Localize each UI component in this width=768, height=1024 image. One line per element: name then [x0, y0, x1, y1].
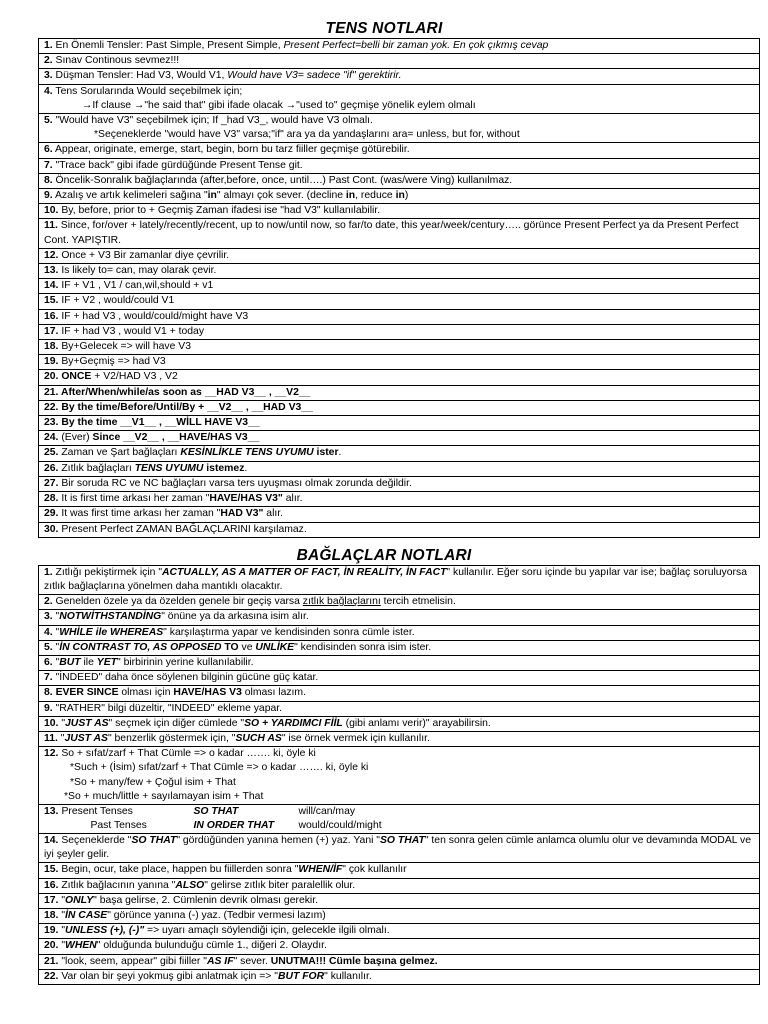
note-text: WHİLE ile WHEREAS	[59, 626, 164, 638]
note-number: 23.	[44, 417, 59, 429]
note-cell	[39, 686, 760, 701]
note-number: 17.	[44, 325, 59, 337]
note-cell	[39, 863, 760, 878]
note-text: IF + V1 , V1 / can,wil,should + v1	[58, 280, 214, 292]
note-cell	[39, 671, 760, 686]
note-text: tercih etmelisin.	[380, 596, 456, 608]
note-text: .	[244, 462, 248, 474]
note-number: 15.	[44, 864, 59, 876]
note-cell	[39, 893, 760, 908]
note-text: WHEN/İF	[298, 864, 343, 876]
note-row	[39, 492, 760, 507]
note-text: "İNDEED" daha önce söylenen bilginin gücüne güç katar.	[52, 672, 319, 684]
note-number: 29.	[44, 508, 59, 520]
note-number: 12.	[44, 748, 59, 760]
note-cell	[39, 279, 760, 294]
note-text: By+Gelecek => will have V3	[58, 341, 192, 353]
note-text: " gelirse zıtlık biter paralellik olur.	[204, 879, 356, 891]
note-number: 19.	[44, 356, 59, 368]
note-cell	[39, 340, 760, 355]
note-number: 24.	[44, 432, 59, 444]
note-cell	[39, 492, 760, 507]
note-text: " olduğunda bulunduğu cümle 1., diğeri 2. Olaydır.	[96, 940, 327, 952]
note-text: TENS UYUMU	[134, 462, 204, 474]
note-text: "Would have V3" seçebilmek için; If _had V3_, would have V3 olmalı.	[52, 115, 373, 127]
conjunction-notes-title: BAĞLAÇLAR NOTLARI	[296, 546, 472, 564]
note-cell	[39, 716, 760, 731]
note-row	[39, 924, 760, 939]
note-cell	[39, 610, 760, 625]
note-number: 2.	[44, 55, 53, 67]
note-text: HAVE/HAS V3"	[209, 493, 283, 505]
note-row	[39, 939, 760, 954]
note-text: Seçeneklerde "	[58, 834, 132, 846]
note-13-c3b: would/could/might	[298, 819, 382, 831]
note-text: By+Geçmiş => had V3	[58, 356, 166, 368]
note-text: " birbirinin yerine kullanılabilir.	[117, 656, 254, 668]
note-cell	[39, 416, 760, 431]
note-cell	[39, 804, 760, 833]
note-text: Present Perfect ZAMAN BAĞLAÇLARINI karşılamaz.	[58, 523, 307, 535]
note-cell	[39, 370, 760, 385]
note-text: HAVE/HAS V3	[173, 687, 242, 699]
note-text: " kendisinden sonra isim ister.	[294, 641, 432, 653]
note-text: olması için	[118, 687, 174, 699]
note-text: ACTUALLY, AS A MATTER OF FACT, İN REALİTY, İN FACT	[162, 566, 447, 578]
note-number: 3.	[44, 70, 53, 82]
note-cell	[39, 640, 760, 655]
note-text: "	[52, 626, 60, 638]
note-cell	[39, 939, 760, 954]
note-text: .	[338, 447, 342, 459]
note-text: IF + had V3 , would V1 + today	[58, 325, 205, 337]
note-cell	[39, 908, 760, 923]
note-number: 22.	[44, 401, 59, 413]
note-number: 10.	[44, 717, 59, 729]
note-row	[39, 39, 760, 54]
note-text: " ise örnek vermek için kullanılır.	[281, 732, 430, 744]
note-text: HAD V3"	[220, 508, 264, 520]
note-text: ve	[238, 641, 256, 653]
note-row	[39, 114, 760, 143]
note-row	[39, 625, 760, 640]
note-cell	[39, 969, 760, 984]
note-number: 14.	[44, 280, 59, 292]
note-cell	[39, 924, 760, 939]
note-text: After/When/while/as soon as __HAD V3__ , __V2__	[58, 386, 311, 398]
note-row	[39, 747, 760, 805]
note-text: " görünce yanına (-) yaz. (Tedbir vermesi lazım)	[107, 909, 326, 921]
note-text: alır.	[263, 508, 284, 520]
note-text: , reduce	[355, 190, 396, 202]
note-cell	[39, 84, 760, 113]
note-text: "	[52, 656, 60, 668]
note-text: Var olan bir şeyi yokmuş gibi anlatmak için => "	[58, 970, 278, 982]
note-cell	[39, 264, 760, 279]
note-text: WHEN	[65, 940, 97, 952]
note-text: IF + had V3 , would/could/might have V3	[58, 310, 249, 322]
note-number: 5.	[44, 641, 53, 653]
note-row	[39, 671, 760, 686]
note-row	[39, 370, 760, 385]
note-subline: *So + many/few + Çoğul isim + That	[70, 776, 236, 788]
note-row	[39, 324, 760, 339]
note-text: Zıtlık bağlacının yanına "	[58, 879, 176, 891]
note-cell	[39, 219, 760, 248]
note-text: " ten sonra gelen cümle anlamca olumlu olur ve devamında MODAL ve iyi şeyler gelir.	[44, 834, 751, 861]
note-row	[39, 84, 760, 113]
note-number: 6.	[44, 656, 53, 668]
note-cell	[39, 54, 760, 69]
note-row	[39, 640, 760, 655]
note-number: 4.	[44, 85, 53, 97]
note-row	[39, 219, 760, 248]
note-13-c2a: SO THAT	[193, 805, 239, 817]
note-row	[39, 54, 760, 69]
note-text: Is likely to= can, may olarak çevir.	[58, 265, 217, 277]
note-text: JUST AS	[64, 732, 108, 744]
note-text: Since, for/over + lately/recently/recent, up to now/until now, so far/to date, this year/week/century….. görünce Present Perfect ya da Present Perfect Cont. YAPIŞTIR.	[44, 220, 739, 246]
note-text: ALSO	[175, 879, 205, 891]
note-number: 13.	[44, 805, 59, 817]
note-number: 3.	[44, 611, 53, 623]
note-text: => uyarı amaçlı söylendiği için, gelecekle ilgili olmalı.	[144, 925, 390, 937]
note-text: UNLESS (+), (-)"	[65, 925, 145, 937]
note-text: ONLY	[65, 894, 94, 906]
note-cell	[39, 655, 760, 670]
note-text: "look, seem, appear" gibi fiiller "	[58, 955, 207, 967]
note-cell	[39, 878, 760, 893]
note-row	[39, 355, 760, 370]
note-text: İN CASE	[65, 909, 108, 921]
note-cell	[39, 431, 760, 446]
note-text: So + sıfat/zarf + That Cümle => o kadar ……. ki, öyle ki	[58, 748, 316, 760]
note-text: istemez	[203, 462, 245, 474]
note-text: ile	[80, 656, 97, 668]
note-number: 2.	[44, 596, 53, 608]
conjunction-notes-table	[38, 565, 760, 985]
note-row	[39, 431, 760, 446]
note-number: 5.	[44, 115, 53, 127]
note-number: 15.	[44, 295, 59, 307]
note-text: in	[395, 190, 405, 202]
note-cell	[39, 476, 760, 491]
note-number: 17.	[44, 894, 59, 906]
note-row	[39, 731, 760, 746]
note-number: 18.	[44, 341, 59, 353]
note-text: AS IF	[206, 955, 234, 967]
note-text: " benzerlik göstermek için, "	[107, 732, 236, 744]
note-cell	[39, 143, 760, 158]
note-text: "	[58, 894, 66, 906]
tens-notes-table	[38, 38, 760, 538]
note-text: zıtlık bağlaçlarını	[302, 596, 381, 608]
note-number: 10.	[44, 205, 59, 217]
note-text: It was first time arkası her zaman "	[58, 508, 221, 520]
note-number: 7.	[44, 672, 53, 684]
note-text: Appear, originate, emerge, start, begin, born bu tarz fiiller geçmişe götürebilir.	[52, 144, 410, 156]
note-text: It is first time arkası her zaman "	[58, 493, 210, 505]
note-text: )	[404, 190, 409, 202]
note-text: (gibi anlamı verir)" arayabilirsin.	[342, 717, 491, 729]
note-cell	[39, 385, 760, 400]
note-text: " sever.	[233, 955, 271, 967]
note-number: 9.	[44, 190, 53, 202]
note-row	[39, 158, 760, 173]
note-text: Once + V3 Bir zamanlar diye çevrilir.	[58, 249, 230, 261]
note-number: 20.	[44, 371, 59, 383]
note-row	[39, 595, 760, 610]
note-number: 30.	[44, 523, 59, 535]
note-row	[39, 476, 760, 491]
note-row	[39, 908, 760, 923]
note-cell	[39, 954, 760, 969]
note-text: KESİNLİKLE TENS UYUMU	[180, 447, 314, 459]
note-text: By, before, prior to + Geçmiş Zaman ifadesi ise "had V3" kullanılabilir.	[58, 205, 381, 217]
note-row	[39, 294, 760, 309]
note-text: En Önemli Tensler: Past Simple, Present Simple,	[52, 40, 284, 51]
note-text: By the time/Before/Until/By + __V2__ , __HAD V3__	[58, 401, 313, 413]
note-number: 25.	[44, 447, 59, 459]
note-number: 8.	[44, 687, 53, 699]
note-text: "	[57, 732, 65, 744]
note-row	[39, 309, 760, 324]
note-number: 12.	[44, 249, 59, 261]
note-cell	[39, 400, 760, 415]
note-subline: →If clause →"he said that" gibi ifade olacak →"used to" geçmişe yönelik eylem olmalı	[82, 99, 476, 111]
note-text: Zaman ve Şart bağlaçları	[58, 447, 181, 459]
note-cell	[39, 248, 760, 263]
note-text: UNUTMA!!! Cümle başına gelmez.	[270, 955, 438, 967]
note-text: Genelden özele ya da özelden genele bir geçiş varsa	[52, 596, 303, 608]
note-row	[39, 69, 760, 84]
note-row	[39, 461, 760, 476]
note-text: "	[52, 611, 60, 623]
note-row	[39, 833, 760, 862]
note-13-c2b: IN ORDER THAT	[193, 819, 275, 831]
note-text: " kullanılır. Eğer soru içinde bu yapılar var ise; bağlaç soruluyorsa zıtlık bağlaçlarına yönelmen daha mantıklı olacaktır.	[44, 566, 747, 592]
note-cell	[39, 461, 760, 476]
note-text: SO THAT	[131, 834, 177, 846]
note-text: İN CONTRAST TO, AS OPPOSED	[59, 641, 222, 653]
note-text: BUT FOR	[277, 970, 325, 982]
note-text: "RATHER" bilgi düzeltir, "INDEED" ekleme yapar.	[52, 702, 283, 714]
note-row	[39, 248, 760, 263]
note-number: 16.	[44, 310, 59, 322]
note-cell	[39, 324, 760, 339]
note-text: Zıtlık bağlaçları	[58, 462, 135, 474]
note-number: 1.	[44, 566, 53, 578]
note-number: 21.	[44, 386, 59, 398]
note-cell	[39, 833, 760, 862]
note-13-c3a: will/can/may	[298, 805, 356, 817]
tens-notes-title: TENS NOTLARI	[325, 20, 443, 37]
note-number: 14.	[44, 834, 59, 846]
note-number: 21.	[44, 955, 59, 967]
note-cell	[39, 173, 760, 188]
note-row	[39, 446, 760, 461]
note-cell	[39, 294, 760, 309]
note-number: 9.	[44, 702, 53, 714]
note-row	[39, 878, 760, 893]
note-text: IF + V2 , would/could V1	[58, 295, 175, 307]
note-text: TO	[221, 641, 239, 653]
note-number: 1.	[44, 40, 53, 51]
note-number: 27.	[44, 477, 59, 489]
note-13-c1a: Present Tenses	[61, 805, 133, 817]
note-cell	[39, 595, 760, 610]
note-row	[39, 863, 760, 878]
note-cell	[39, 731, 760, 746]
note-text: Tens Sorularında Would seçebilmek için;	[52, 85, 243, 97]
note-cell	[39, 158, 760, 173]
note-text: SO THAT	[380, 834, 425, 846]
note-text: YET	[96, 656, 117, 668]
note-row	[39, 279, 760, 294]
note-text: EVER SINCE	[55, 687, 119, 699]
note-text: By the time __V1__ , __WİLL HAVE V3__	[58, 417, 260, 429]
note-text: SO + YARDIMCI FİİL	[244, 717, 343, 729]
note-text: ister	[313, 447, 339, 459]
note-row	[39, 173, 760, 188]
note-text: olması lazım.	[241, 687, 306, 699]
note-13-c1b: Past Tenses	[90, 819, 147, 831]
note-13-grid	[58, 805, 658, 833]
note-text: " almayı çok sever. (decline	[216, 190, 346, 202]
note-cell	[39, 701, 760, 716]
note-text: Begin, ocur, take place, happen bu fiillerden sonra "	[58, 864, 299, 876]
note-text: SUCH AS	[235, 732, 282, 744]
note-subline: *So + much/little + sayılamayan isim + That	[64, 790, 264, 802]
note-number: 7.	[44, 159, 53, 171]
note-row	[39, 340, 760, 355]
note-row	[39, 264, 760, 279]
note-cell	[39, 747, 760, 805]
note-row	[39, 507, 760, 522]
note-text: "Trace back" gibi ifade gürdüğünde Present Tense git.	[52, 159, 303, 171]
note-row	[39, 804, 760, 833]
note-number: 6.	[44, 144, 53, 156]
note-row	[39, 416, 760, 431]
note-number: 8.	[44, 174, 53, 186]
note-subline: *Seçeneklerde "would have V3" varsa;"if" ara ya da yandaşlarını ara= unless, but for, without	[94, 129, 520, 141]
note-number: 26.	[44, 462, 59, 474]
note-number: 20.	[44, 940, 59, 952]
note-row	[39, 400, 760, 415]
note-row	[39, 204, 760, 219]
note-number: 16.	[44, 879, 59, 891]
note-row	[39, 893, 760, 908]
note-text: (Ever)	[58, 432, 93, 444]
note-text: " çok kullanılır	[342, 864, 407, 876]
note-row	[39, 701, 760, 716]
note-row	[39, 686, 760, 701]
note-cell	[39, 355, 760, 370]
note-row	[39, 385, 760, 400]
note-text: ONCE	[58, 371, 92, 383]
note-text: Düşman Tensler: Had V3, Would V1,	[52, 70, 228, 82]
note-text: alır.	[282, 493, 303, 505]
note-cell	[39, 39, 760, 54]
note-text: " kullanılır.	[324, 970, 372, 982]
note-text: Since __V2__ , __HAVE/HAS V3__	[92, 432, 260, 444]
note-cell	[39, 446, 760, 461]
note-text: Öncelik-Sonralık bağlaçlarında (after,before, once, until….) Past Cont. (was/were Ving) kullanılmaz.	[52, 174, 513, 186]
note-cell	[39, 565, 760, 594]
note-number: 13.	[44, 265, 59, 277]
note-row	[39, 610, 760, 625]
note-text: JUST AS	[65, 717, 109, 729]
note-number: 28.	[44, 493, 59, 505]
note-text: "	[52, 641, 60, 653]
note-cell	[39, 204, 760, 219]
note-cell	[39, 625, 760, 640]
note-row	[39, 565, 760, 594]
note-text: Sınav Continous sevmez!!!	[52, 55, 180, 67]
note-cell	[39, 522, 760, 537]
note-text: " önüne ya da arkasına isim alır.	[161, 611, 309, 623]
note-text: " seçmek için diğer cümlede "	[108, 717, 245, 729]
note-number: 11.	[44, 732, 58, 744]
note-cell	[39, 309, 760, 324]
note-text: "	[58, 925, 66, 937]
note-number: 22.	[44, 970, 59, 982]
note-cell	[39, 69, 760, 84]
note-text: Bir soruda RC ve NC bağlaçları varsa ters uyuşması olmak zorunda değildir.	[58, 477, 412, 489]
note-cell	[39, 189, 760, 204]
note-text: "	[58, 909, 66, 921]
note-text: " başa gelirse, 2. Cümlenin devrik olması gerekir.	[93, 894, 318, 906]
note-text: " gördüğünden yanına hemen (+) yaz. Yani "	[176, 834, 380, 846]
note-text: " karşılaştırma yapar ve kendisinden sonra cümle ister.	[163, 626, 415, 638]
note-text: NOTWİTHSTANDİNG	[59, 611, 162, 623]
note-number: 4.	[44, 626, 53, 638]
note-number: 19.	[44, 925, 59, 937]
note-text: BUT	[59, 656, 81, 668]
note-cell	[39, 114, 760, 143]
note-row	[39, 143, 760, 158]
note-text: "	[58, 940, 66, 952]
note-text: UNLİKE	[255, 641, 295, 653]
note-text: in	[207, 190, 217, 202]
note-text: Present Perfect=belli bir zaman yok. En çok çıkmış cevap	[283, 40, 549, 51]
note-number: 11.	[44, 220, 58, 232]
note-row	[39, 522, 760, 537]
note-text: Zıtlığı pekiştirmek için "	[52, 566, 163, 578]
note-text: "	[58, 717, 66, 729]
note-cell	[39, 507, 760, 522]
note-subline: *Such + (İsim) sıfat/zarf + That Cümle => o kadar ……. ki, öyle ki	[70, 762, 369, 774]
note-row	[39, 189, 760, 204]
note-text: Would have V3= sadece "if" gerektirir.	[227, 70, 402, 82]
note-number: 18.	[44, 909, 59, 921]
note-text: in	[345, 190, 356, 202]
note-row	[39, 969, 760, 984]
note-text: Azalış ve artık kelimeleri sağına "	[52, 190, 208, 202]
note-row	[39, 954, 760, 969]
note-row	[39, 716, 760, 731]
note-text: + V2/HAD V3 , V2	[91, 371, 178, 383]
note-row	[39, 655, 760, 670]
